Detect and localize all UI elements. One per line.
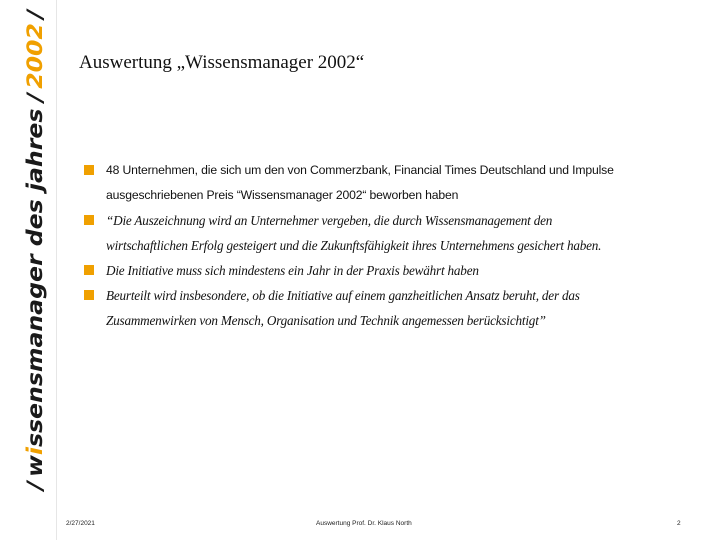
footer-center-text: Auswertung Prof. Dr. Klaus North	[316, 520, 412, 527]
bullet-text-line: Beurteilt wird insbesondere, ob die Initiative auf einem ganzheitlichen Ansatz beruht, der das	[106, 288, 580, 303]
brand-slash: /	[23, 94, 47, 102]
bullet-item	[84, 283, 684, 333]
square-bullet-icon	[84, 215, 94, 225]
square-bullet-icon	[84, 265, 94, 275]
bullet-text-line: wirtschaftlichen Erfolg gesteigert und die Zukunftsfähigkeit ihres Unternehmens gesichert haben.	[106, 238, 602, 253]
bullet-item	[84, 158, 684, 208]
brand-banner-svg	[0, 0, 56, 540]
bullet-text-line: 48 Unternehmen, die sich um den von Commerzbank, Financial Times Deutschland und Impulse	[106, 163, 614, 177]
slide-title: Auswertung „Wissensmanager 2002“	[79, 52, 365, 73]
brand-banner-text	[23, 7, 47, 493]
page-number: 2	[677, 520, 681, 527]
bullet-list	[84, 158, 684, 333]
footer-date: 2/27/2021	[66, 520, 95, 527]
brand-text-i-accent: i	[23, 447, 47, 456]
bullet-text-line: Zusammenwirken von Mensch, Organisation und Technik angemessen berücksichtigt”	[106, 313, 546, 328]
square-bullet-icon	[84, 165, 94, 175]
bullet-item	[84, 258, 684, 283]
bullet-text-line: ausgeschriebenen Preis “Wissensmanager 2002“ beworben haben	[106, 188, 459, 202]
brand-year: 2002	[23, 30, 47, 89]
side-divider	[56, 0, 57, 540]
brand-slash: /	[23, 10, 47, 19]
bullet-text-line: Die Initiative muss sich mindestens ein Jahr in der Praxis bewährt haben	[106, 263, 479, 278]
square-bullet-icon	[84, 290, 94, 300]
brand-text-w: w	[23, 457, 47, 477]
brand-slash: /	[23, 482, 47, 490]
bullet-item	[84, 208, 684, 258]
bullet-text-line: “Die Auszeichnung wird an Unternehmer vergeben, die durch Wissensmanagement den	[106, 213, 553, 228]
brand-text-rest: ssensmanager des jahres	[23, 145, 47, 448]
vertical-brand-banner	[0, 0, 56, 540]
